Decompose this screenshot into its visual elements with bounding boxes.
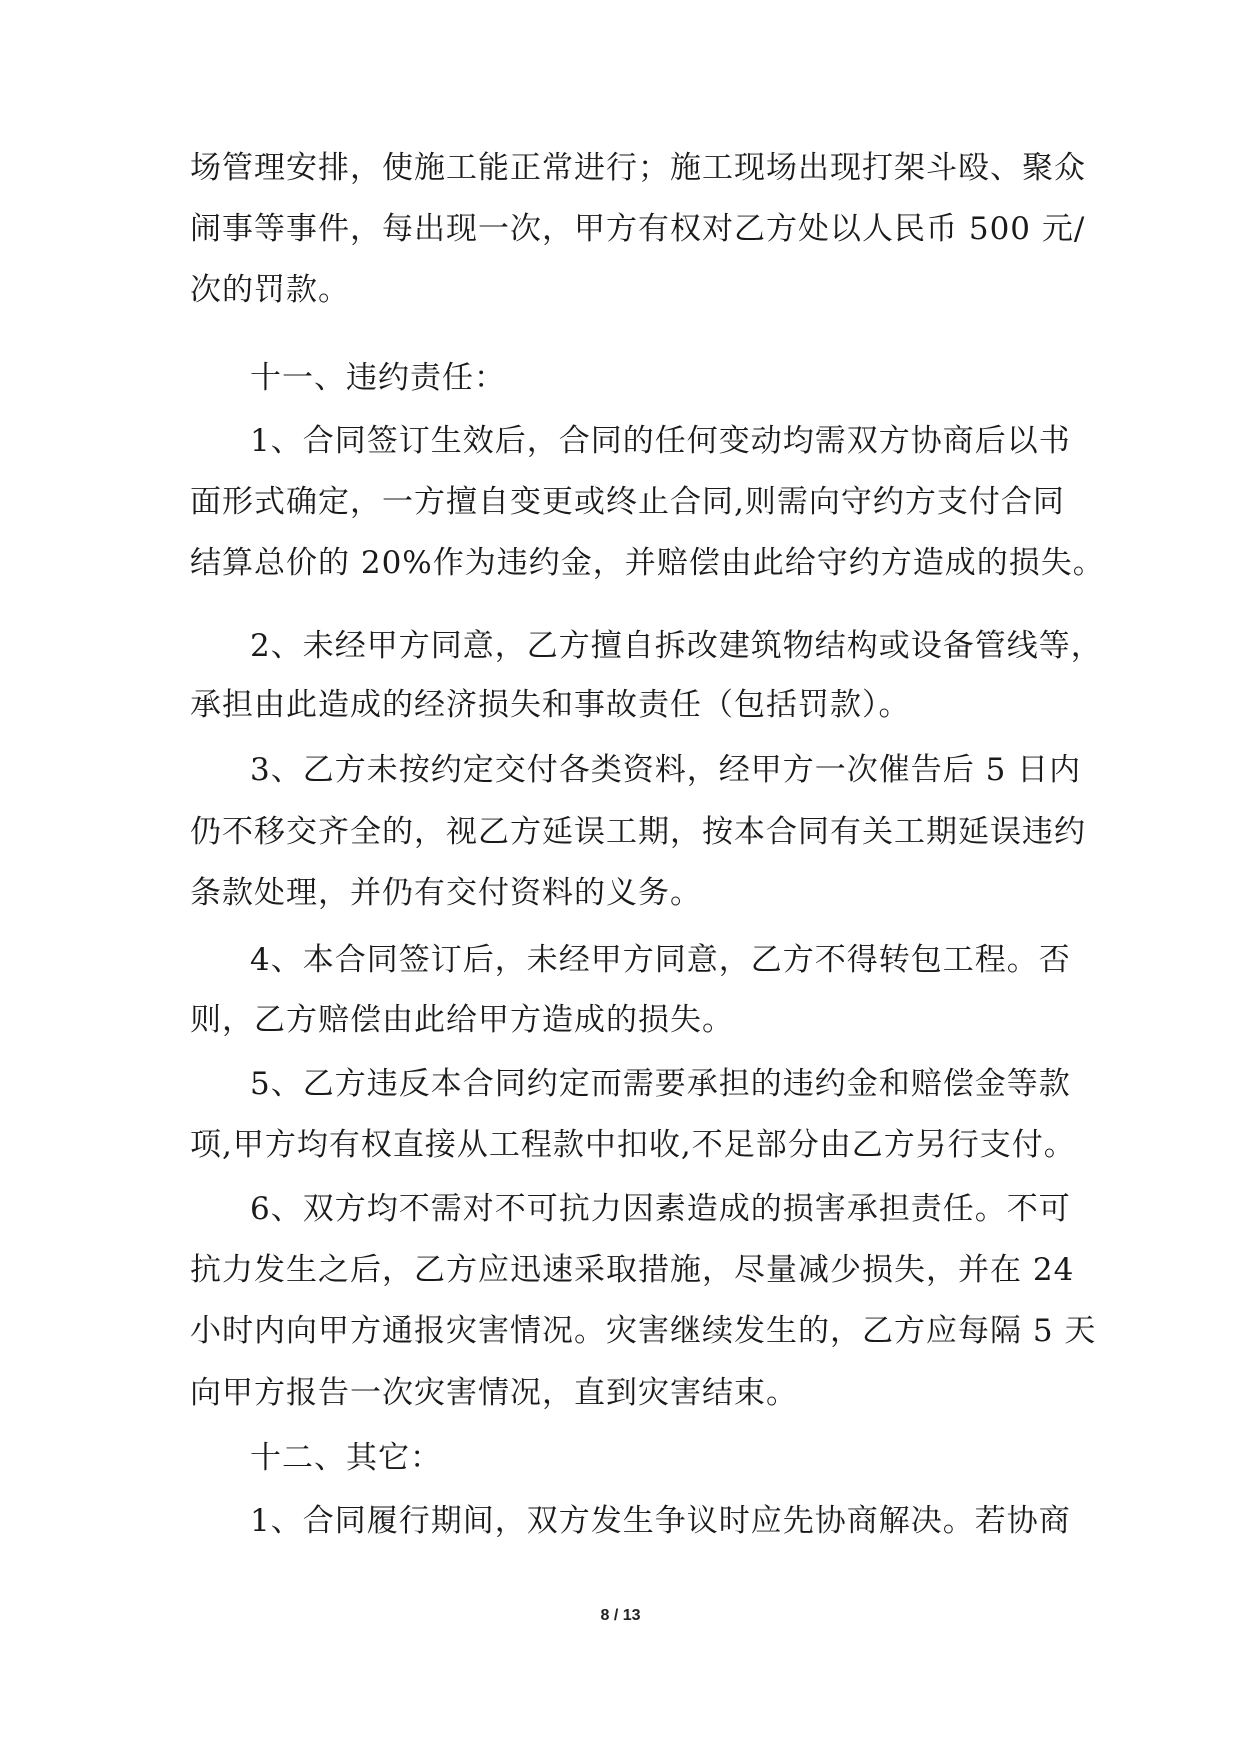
text-line: 次的罚款。 [190,272,350,308]
text-line: 则，乙方赔偿由此给甲方造成的损失。 [190,1002,734,1038]
text-line: 仍不移交齐全的，视乙方延误工期，按本合同有关工期延误违约 [190,814,1086,850]
text-line: 条款处理，并仍有交付资料的义务。 [190,875,702,911]
text-line: 抗力发生之后，乙方应迅速采取措施，尽量减少损失，并在 24 [190,1252,1075,1288]
page-number: 8 / 13 [600,1607,641,1624]
text-line: 6、双方均不需对不可抗力因素造成的损害承担责任。不可 [250,1191,1071,1227]
text-line: 场管理安排，使施工能正常进行；施工现场出现打架斗殴、聚众 [190,150,1086,186]
text-line: 3、乙方未按约定交付各类资料，经甲方一次催告后 5 日内 [250,752,1082,788]
text-line: 项,甲方均有权直接从工程款中扣收,不足部分由乙方另行支付。 [190,1127,1076,1163]
section-heading: 十一、违约责任： [250,360,506,396]
text-line: 承担由此造成的经济损失和事故责任（包括罚款）。 [190,687,911,723]
text-line: 2、未经甲方同意，乙方擅自拆改建筑物结构或设备管线等， [250,628,1103,664]
section-heading: 十二、其它： [250,1440,442,1476]
text-line: 5、乙方违反本合同约定而需要承担的违约金和赔偿金等款 [250,1066,1071,1102]
text-line: 结算总价的 20%作为违约金，并赔偿由此给守约方造成的损失。 [190,545,1105,581]
text-line: 向甲方报告一次灾害情况，直到灾害结束。 [190,1375,798,1411]
text-line: 4、本合同签订后，未经甲方同意，乙方不得转包工程。否 [250,942,1071,978]
text-line: 1、合同履行期间，双方发生争议时应先协商解决。若协商 [250,1503,1071,1539]
text-line: 1、合同签订生效后，合同的任何变动均需双方协商后以书 [250,423,1071,459]
text-line: 面形式确定，一方擅自变更或终止合同,则需向守约方支付合同 [190,484,1065,520]
text-line: 闹事等事件，每出现一次，甲方有权对乙方处以人民币 500 元/ [190,211,1086,247]
text-line: 小时内向甲方通报灾害情况。灾害继续发生的，乙方应每隔 5 天 [190,1313,1097,1349]
